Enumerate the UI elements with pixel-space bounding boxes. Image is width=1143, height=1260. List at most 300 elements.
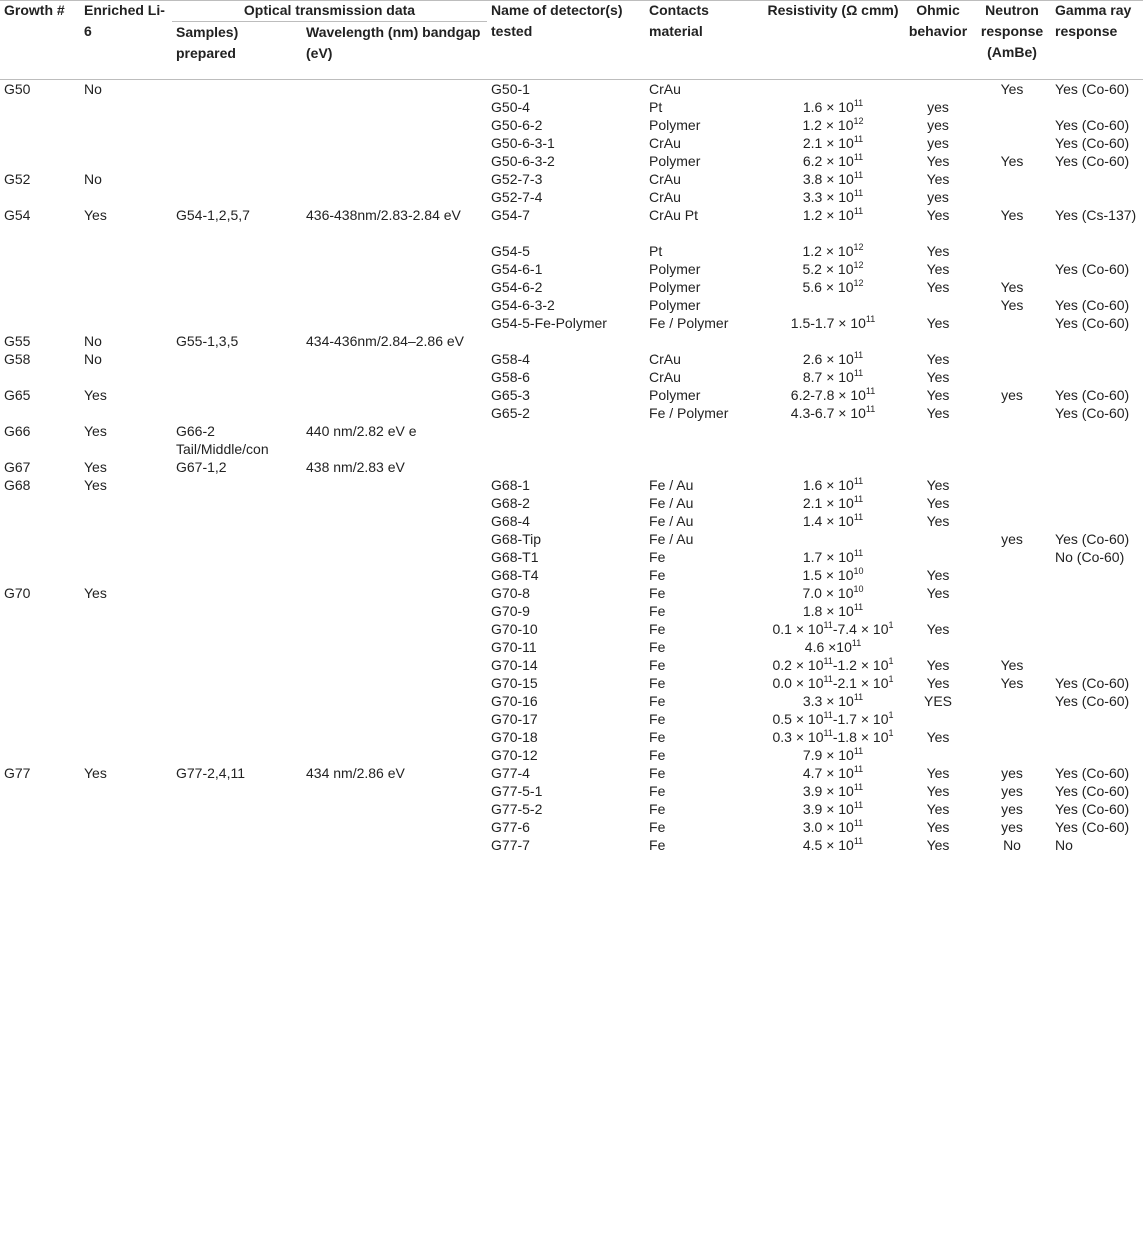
cell-detector: G68-4	[491, 513, 530, 529]
cell-samples	[172, 386, 302, 404]
cell-ohmic: Yes	[926, 351, 950, 367]
cell-wavelength	[302, 710, 487, 728]
cell-wavelength	[302, 242, 487, 260]
cell-gamma	[1051, 620, 1143, 638]
cell-detector: G77-5-1	[491, 783, 543, 799]
cell-neutron: yes	[1001, 387, 1023, 403]
cell-gamma: Yes (Co-60)	[1055, 675, 1130, 691]
cell-gamma: Yes (Co-60)	[1055, 81, 1130, 97]
cell-detector: G54-7	[491, 207, 530, 223]
cell-detector: G52-7-4	[491, 189, 543, 205]
cell-samples	[172, 674, 302, 692]
cell-enriched: Yes	[84, 387, 107, 403]
cell-wavelength	[302, 314, 487, 332]
cell-contacts: Fe	[649, 765, 666, 781]
resistivity-exponent: 11	[823, 710, 833, 720]
cell-contacts: Polymer	[649, 297, 701, 313]
cell-detector: G65-2	[491, 405, 530, 421]
cell-enriched	[80, 728, 172, 746]
cell-neutron: No	[1003, 837, 1021, 853]
cell-resistivity	[763, 782, 903, 800]
cell-gamma: Yes (Co-60)	[1055, 783, 1130, 799]
cell-gamma	[1051, 656, 1143, 674]
cell-gamma: Yes (Co-60)	[1055, 117, 1130, 133]
cell-enriched: No	[84, 171, 102, 187]
cell-wavelength	[302, 656, 487, 674]
resistivity-exponent-2: 1	[888, 674, 894, 684]
cell-samples	[172, 242, 302, 260]
cell-neutron	[973, 332, 1051, 350]
cell-ohmic	[903, 458, 973, 476]
resistivity-base: 5.2 × 10	[802, 261, 854, 277]
cell-detector: G65-3	[491, 387, 530, 403]
cell-wavelength	[302, 368, 487, 386]
cell-neutron	[973, 170, 1051, 188]
cell-samples	[172, 98, 302, 116]
cell-samples	[172, 782, 302, 800]
cell-wavelength	[302, 296, 487, 314]
cell-enriched	[80, 674, 172, 692]
cell-wavelength	[302, 260, 487, 278]
table-row	[0, 422, 1143, 458]
resistivity-exponent: 11	[853, 782, 864, 792]
table-row	[0, 116, 1143, 134]
cell-gamma	[1051, 422, 1143, 458]
cell-ohmic	[903, 710, 973, 728]
cell-gamma: Yes (Co-60)	[1055, 387, 1130, 403]
resistivity-base: 3.8 × 10	[802, 171, 854, 187]
cell-samples	[172, 152, 302, 170]
resistivity-exponent: 11	[853, 800, 864, 810]
cell-gamma	[1051, 98, 1143, 116]
cell-samples	[172, 80, 302, 99]
resistivity-base: 1.7 × 10	[802, 549, 854, 565]
cell-contacts: Fe	[649, 819, 666, 835]
cell-enriched	[80, 278, 172, 296]
cell-neutron: yes	[1001, 531, 1023, 547]
cell-wavelength	[302, 548, 487, 566]
cell-contacts: Fe / Au	[649, 477, 694, 493]
cell-detector: G50-6-3-1	[491, 135, 555, 151]
resistivity-exponent: 11	[853, 764, 864, 774]
cell-contacts: Fe	[649, 711, 666, 727]
resistivity-exponent: 10	[853, 566, 864, 576]
cell-enriched	[80, 296, 172, 314]
cell-resistivity	[763, 242, 903, 260]
cell-ohmic	[903, 602, 973, 620]
cell-contacts: CrAu Pt	[649, 207, 699, 223]
resistivity-base: 3.9 × 10	[802, 783, 854, 799]
cell-neutron	[973, 116, 1051, 134]
cell-resistivity	[763, 404, 903, 422]
cell-resistivity	[763, 620, 903, 638]
cell-growth	[0, 260, 80, 278]
cell-enriched	[80, 620, 172, 638]
cell-neutron	[973, 512, 1051, 530]
cell-ohmic: Yes	[926, 657, 950, 673]
cell-wavelength	[302, 746, 487, 764]
cell-growth	[0, 278, 80, 296]
cell-wavelength	[302, 188, 487, 206]
cell-neutron: Yes	[1000, 657, 1024, 673]
cell-gamma	[1051, 242, 1143, 260]
cell-resistivity	[763, 746, 903, 764]
table-row	[0, 692, 1143, 710]
cell-enriched: No	[84, 351, 102, 367]
cell-contacts: Fe / Polymer	[649, 315, 729, 331]
cell-enriched	[80, 836, 172, 854]
cell-contacts	[645, 458, 763, 476]
table-row	[0, 296, 1143, 314]
resistivity-base: 0.0 × 10	[772, 675, 824, 691]
cell-samples	[172, 656, 302, 674]
cell-neutron	[973, 548, 1051, 566]
cell-samples	[172, 368, 302, 386]
cell-contacts: Fe	[649, 567, 666, 583]
cell-wavelength	[302, 566, 487, 584]
cell-ohmic: Yes	[926, 315, 950, 331]
cell-resistivity	[763, 602, 903, 620]
table-row	[0, 260, 1143, 278]
cell-enriched: No	[84, 81, 102, 97]
cell-samples	[172, 728, 302, 746]
cell-resistivity	[763, 116, 903, 134]
cell-neutron: yes	[1001, 765, 1023, 781]
table-row	[0, 278, 1143, 296]
table-row	[0, 350, 1143, 368]
table-row	[0, 728, 1143, 746]
cell-ohmic: Yes	[926, 243, 950, 259]
cell-wavelength	[302, 404, 487, 422]
cell-wavelength: 436-438nm/2.83-2.84 eV	[306, 207, 461, 223]
cell-growth: G68	[4, 477, 31, 493]
cell-enriched	[80, 242, 172, 260]
cell-gamma: Yes (Co-60)	[1055, 405, 1130, 421]
cell-wavelength	[302, 782, 487, 800]
cell-samples	[172, 602, 302, 620]
cell-wavelength	[302, 512, 487, 530]
cell-gamma	[1051, 188, 1143, 206]
cell-detector	[487, 332, 645, 350]
cell-gamma: Yes (Co-60)	[1055, 765, 1130, 781]
resistivity-exponent: 11	[853, 746, 864, 756]
table-row	[0, 512, 1143, 530]
cell-enriched	[80, 746, 172, 764]
cell-enriched	[80, 710, 172, 728]
header-samples: Samples) prepared	[172, 22, 302, 80]
resistivity-base: 7.0 × 10	[802, 585, 854, 601]
table-row	[0, 710, 1143, 728]
cell-neutron	[973, 422, 1051, 458]
resistivity-base: 1.5-1.7 × 10	[790, 315, 866, 331]
cell-detector: G50-1	[491, 81, 530, 97]
cell-wavelength	[302, 692, 487, 710]
cell-neutron: Yes	[1000, 207, 1024, 223]
cell-growth: G70	[4, 585, 31, 601]
cell-contacts: Fe / Au	[649, 513, 694, 529]
cell-enriched	[80, 692, 172, 710]
cell-resistivity	[763, 674, 903, 692]
cell-growth	[0, 152, 80, 170]
cell-neutron: Yes	[1000, 279, 1024, 295]
cell-samples	[172, 818, 302, 836]
cell-growth	[0, 620, 80, 638]
cell-contacts: Polymer	[649, 261, 701, 277]
resistivity-base: 3.3 × 10	[802, 693, 854, 709]
cell-growth	[0, 728, 80, 746]
cell-contacts: Fe / Au	[649, 531, 694, 547]
cell-resistivity	[763, 530, 903, 548]
resistivity-base: 1.6 × 10	[802, 99, 854, 115]
cell-neutron	[973, 602, 1051, 620]
cell-ohmic: Yes	[926, 261, 950, 277]
resistivity-exponent: 11	[853, 368, 864, 378]
cell-growth: G50	[4, 81, 31, 97]
resistivity-exponent-2: 1	[888, 620, 894, 630]
cell-growth	[0, 548, 80, 566]
table-row	[0, 584, 1143, 602]
cell-resistivity	[763, 278, 903, 296]
cell-contacts: Pt	[649, 99, 663, 115]
header-enriched: Enriched Li-6	[80, 0, 172, 80]
cell-wavelength	[302, 674, 487, 692]
cell-neutron	[973, 710, 1051, 728]
cell-enriched	[80, 98, 172, 116]
resistivity-base: 1.2 × 10	[802, 207, 854, 223]
cell-enriched	[80, 116, 172, 134]
cell-neutron	[973, 350, 1051, 368]
cell-detector: G68-1	[491, 477, 530, 493]
header-detector: Name of detector(s) tested	[487, 0, 645, 80]
cell-growth	[0, 116, 80, 134]
cell-contacts: Fe	[649, 657, 666, 673]
resistivity-exponent: 11	[853, 494, 864, 504]
cell-neutron	[973, 728, 1051, 746]
resistivity-base: 3.0 × 10	[802, 819, 854, 835]
cell-ohmic: Yes	[926, 783, 950, 799]
header-gamma: Gamma ray response	[1051, 0, 1143, 80]
cell-enriched: No	[84, 333, 102, 349]
cell-contacts: Polymer	[649, 387, 701, 403]
cell-ohmic: yes	[927, 189, 949, 205]
cell-wavelength	[302, 602, 487, 620]
cell-neutron	[973, 242, 1051, 260]
cell-enriched	[80, 260, 172, 278]
resistivity-exponent: 11	[853, 350, 864, 360]
resistivity-exponent: 12	[853, 260, 864, 270]
cell-wavelength	[302, 584, 487, 602]
table-body	[0, 80, 1143, 855]
cell-gamma	[1051, 566, 1143, 584]
cell-neutron	[973, 638, 1051, 656]
cell-neutron	[973, 692, 1051, 710]
cell-detector: G58-6	[491, 369, 530, 385]
resistivity-base: 8.7 × 10	[802, 369, 854, 385]
cell-enriched	[80, 800, 172, 818]
resistivity-base: 0.3 × 10	[772, 729, 824, 745]
cell-resistivity	[763, 386, 903, 404]
header-wavelength: Wavelength (nm) bandgap (eV)	[302, 22, 487, 80]
cell-neutron	[973, 584, 1051, 602]
cell-resistivity	[763, 98, 903, 116]
cell-neutron	[973, 404, 1051, 422]
cell-samples	[172, 746, 302, 764]
cell-samples	[172, 548, 302, 566]
cell-ohmic: yes	[927, 135, 949, 151]
cell-growth	[0, 692, 80, 710]
cell-samples	[172, 800, 302, 818]
cell-neutron	[973, 620, 1051, 638]
table-row	[0, 656, 1143, 674]
cell-detector: G68-2	[491, 495, 530, 511]
resistivity-exponent: 11	[865, 314, 876, 324]
resistivity-exponent: 11	[853, 602, 864, 612]
resistivity-exponent: 10	[853, 584, 864, 594]
cell-detector: G68-T4	[491, 567, 539, 583]
cell-resistivity	[763, 638, 903, 656]
cell-wavelength: 440 nm/2.82 eV e	[306, 423, 417, 439]
cell-growth	[0, 674, 80, 692]
resistivity-exponent: 11	[853, 836, 864, 846]
cell-contacts	[645, 332, 763, 350]
cell-growth	[0, 242, 80, 260]
cell-resistivity	[763, 422, 903, 458]
cell-enriched	[80, 404, 172, 422]
cell-enriched	[80, 188, 172, 206]
cell-detector: G70-8	[491, 585, 530, 601]
resistivity-exponent: 12	[853, 242, 864, 252]
cell-ohmic: Yes	[926, 279, 950, 295]
cell-resistivity	[763, 548, 903, 566]
cell-enriched	[80, 638, 172, 656]
cell-resistivity	[763, 836, 903, 854]
cell-neutron	[973, 134, 1051, 152]
table-row	[0, 368, 1143, 386]
cell-growth	[0, 800, 80, 818]
cell-contacts: Fe	[649, 729, 666, 745]
cell-detector: G50-6-3-2	[491, 153, 555, 169]
cell-neutron	[973, 368, 1051, 386]
cell-detector: G50-6-2	[491, 117, 543, 133]
resistivity-tail: -1.7 × 10	[832, 711, 889, 727]
cell-growth	[0, 314, 80, 332]
resistivity-base: 7.9 × 10	[802, 747, 854, 763]
cell-samples	[172, 692, 302, 710]
cell-growth	[0, 836, 80, 854]
cell-resistivity	[763, 818, 903, 836]
cell-resistivity	[763, 314, 903, 332]
cell-wavelength	[302, 98, 487, 116]
cell-samples	[172, 476, 302, 494]
cell-wavelength: 434-436nm/2.84–2.86 eV	[306, 333, 465, 349]
table-row	[0, 782, 1143, 800]
resistivity-exponent: 11	[853, 170, 864, 180]
cell-samples	[172, 512, 302, 530]
cell-neutron	[973, 188, 1051, 206]
cell-contacts: Polymer	[649, 279, 701, 295]
cell-samples	[172, 566, 302, 584]
cell-gamma	[1051, 332, 1143, 350]
cell-ohmic	[903, 638, 973, 656]
cell-ohmic	[903, 548, 973, 566]
cell-resistivity	[763, 728, 903, 746]
cell-neutron	[973, 566, 1051, 584]
cell-samples	[172, 296, 302, 314]
table-row	[0, 818, 1143, 836]
resistivity-exponent: 11	[823, 674, 833, 684]
cell-ohmic: Yes	[926, 369, 950, 385]
resistivity-base: 3.3 × 10	[802, 189, 854, 205]
cell-resistivity	[763, 800, 903, 818]
cell-enriched: Yes	[84, 423, 107, 439]
table-row	[0, 98, 1143, 116]
cell-resistivity	[763, 188, 903, 206]
table-row	[0, 206, 1143, 242]
cell-growth	[0, 710, 80, 728]
cell-growth: G54	[4, 207, 31, 223]
resistivity-base: 4.5 × 10	[802, 837, 854, 853]
cell-enriched	[80, 548, 172, 566]
table-row	[0, 494, 1143, 512]
cell-growth	[0, 368, 80, 386]
resistivity-base: 0.2 × 10	[772, 657, 824, 673]
cell-gamma: Yes (Cs-137)	[1055, 207, 1137, 223]
cell-ohmic	[903, 332, 973, 350]
table-row	[0, 764, 1143, 782]
header-ohmic: Ohmic behavior	[903, 0, 973, 80]
cell-ohmic: Yes	[926, 477, 950, 493]
table-row	[0, 836, 1143, 854]
cell-growth: G55	[4, 333, 31, 349]
cell-contacts: Fe	[649, 585, 666, 601]
cell-growth	[0, 404, 80, 422]
cell-wavelength: 438 nm/2.83 eV	[306, 459, 405, 475]
table-row	[0, 332, 1143, 350]
cell-samples	[172, 260, 302, 278]
cell-wavelength	[302, 350, 487, 368]
cell-gamma	[1051, 368, 1143, 386]
cell-wavelength	[302, 818, 487, 836]
resistivity-exponent: 12	[853, 278, 864, 288]
cell-neutron	[973, 746, 1051, 764]
cell-resistivity	[763, 170, 903, 188]
cell-ohmic	[903, 80, 973, 99]
cell-gamma	[1051, 746, 1143, 764]
header-contacts: Contacts material	[645, 0, 763, 80]
table-row	[0, 404, 1143, 422]
resistivity-base: 2.1 × 10	[802, 495, 854, 511]
resistivity-base: 3.9 × 10	[802, 801, 854, 817]
cell-wavelength	[302, 80, 487, 99]
resistivity-base: 1.2 × 10	[802, 243, 854, 259]
cell-samples	[172, 494, 302, 512]
cell-resistivity	[763, 332, 903, 350]
cell-neutron: Yes	[1000, 675, 1024, 691]
resistivity-exponent-2: 1	[888, 656, 894, 666]
cell-resistivity	[763, 134, 903, 152]
cell-contacts: Fe	[649, 621, 666, 637]
cell-contacts: CrAu	[649, 81, 681, 97]
cell-detector: G77-5-2	[491, 801, 543, 817]
resistivity-exponent: 12	[853, 116, 864, 126]
cell-enriched: Yes	[84, 459, 107, 475]
table-row	[0, 170, 1143, 188]
cell-ohmic: yes	[927, 117, 949, 133]
cell-detector: G70-18	[491, 729, 538, 745]
cell-enriched: Yes	[84, 207, 107, 223]
cell-wavelength	[302, 620, 487, 638]
cell-contacts: CrAu	[649, 135, 681, 151]
